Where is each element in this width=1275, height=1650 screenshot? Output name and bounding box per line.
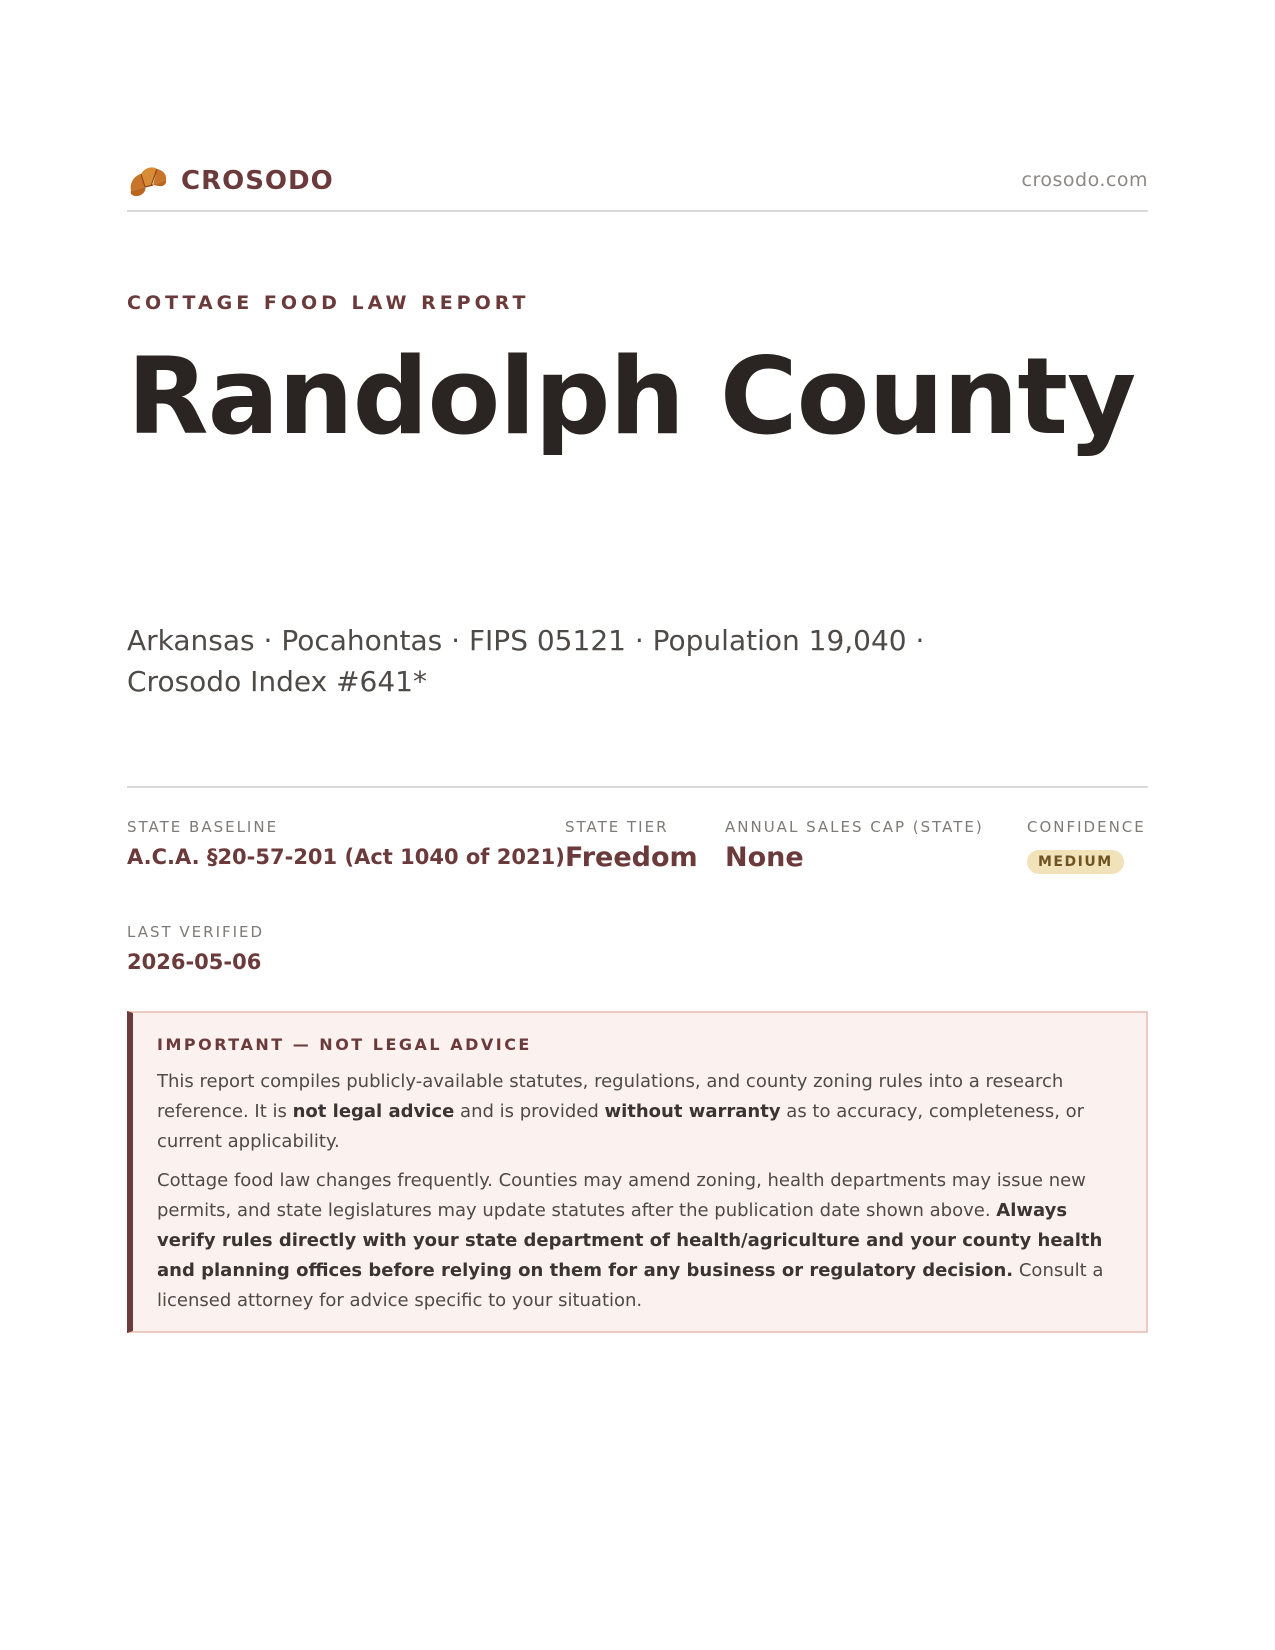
fact-value: None <box>725 842 804 873</box>
notice-emphasis: not legal advice <box>292 1101 455 1122</box>
fact-last-verified <box>127 923 264 974</box>
notice-text: as to accuracy, completeness, or current applicability. <box>157 1101 1085 1152</box>
notice-text: Consult a licensed attorney for advice specific to your situation. <box>157 1260 1104 1311</box>
notice-text: and is provided <box>454 1101 605 1122</box>
fact-value: 2026-05-06 <box>127 950 262 974</box>
page-title: Randolph County <box>127 335 1136 458</box>
fact-confidence <box>1027 818 1146 874</box>
fact-value: Freedom <box>565 842 698 873</box>
notice-paragraph <box>157 1166 1122 1316</box>
notice-emphasis: Always verify rules directly with your state department of health/agriculture and your county health and planning offices before relying on them for any business or regulatory decision. <box>157 1200 1103 1281</box>
confidence-badge: MEDIUM <box>1027 850 1124 874</box>
notice-text: Cottage food law changes frequently. Counties may amend zoning, health departments may issue new permits, and state legislatures may update statutes after the publication date shown above. <box>157 1170 1086 1221</box>
brand[interactable] <box>127 161 334 201</box>
legal-notice <box>127 1011 1148 1333</box>
fact-sales-cap <box>725 818 984 873</box>
notice-text: This report compiles publicly-available statutes, regulations, and county zoning rules into a research reference. It is <box>157 1071 1064 1122</box>
croissant-icon <box>127 161 169 201</box>
fact-label: ANNUAL SALES CAP (STATE) <box>725 818 984 836</box>
brand-name: CROSODO <box>181 166 334 196</box>
page-header <box>127 158 1148 212</box>
report-page <box>127 0 1148 1650</box>
fact-label: LAST VERIFIED <box>127 923 265 941</box>
fact-state-tier <box>565 818 698 873</box>
notice-paragraph <box>157 1067 1122 1157</box>
section-divider <box>127 786 1148 788</box>
fact-state-baseline <box>127 818 565 869</box>
fact-label: CONFIDENCE <box>1027 818 1146 836</box>
county-meta: Arkansas · Pocahontas · FIPS 05121 · Population 19,040 · Crosodo Index #641* <box>127 624 925 698</box>
report-kicker: COTTAGE FOOD LAW REPORT <box>127 292 530 314</box>
fact-value: A.C.A. §20-57-201 (Act 1040 of 2021) <box>127 845 565 869</box>
site-url-link[interactable]: crosodo.com <box>1021 169 1148 191</box>
notice-emphasis: without warranty <box>604 1101 781 1122</box>
fact-label: STATE TIER <box>565 818 669 836</box>
fact-label: STATE BASELINE <box>127 818 279 836</box>
notice-title: IMPORTANT — NOT LEGAL ADVICE <box>157 1035 532 1054</box>
